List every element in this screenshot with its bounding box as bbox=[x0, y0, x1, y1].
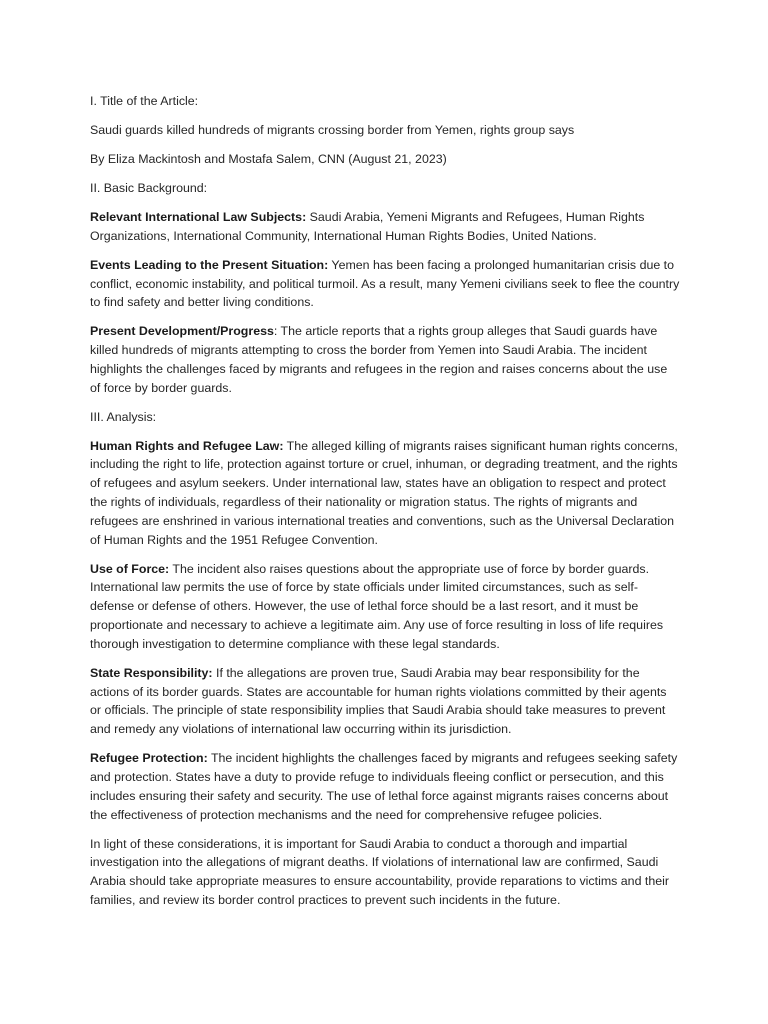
paragraph-heading: Present Development/Progress bbox=[90, 324, 274, 339]
paragraph-human-rights bbox=[90, 437, 680, 550]
paragraph-text: Saudi Arabia, Yemeni Migrants and Refugees, Human Rights Organizations, International Community, International Human Rights Bodies, United Nations. bbox=[90, 209, 645, 243]
paragraph-text: Yemen has been facing a prolonged humanitarian crisis due to conflict, economic instability, and political turmoil. As a result, many Yemeni civilians seek to flee the country to find safety and better living conditions. bbox=[90, 257, 680, 310]
paragraph-text: The alleged killing of migrants raises significant human rights concerns, including the right to life, protection against torture or cruel, inhuman, or degrading treatment, and the rights of refugees and asylum seekers. Under international law, states have an obligation to respect and protect the rights of individuals, regardless of their nationality or migration status. The rights of migrants and refugees are enshrined in various international treaties and conventions, such as the Universal Declaration of Human Rights and the 1951 Refugee Convention. bbox=[90, 438, 678, 547]
byline: By Eliza Mackintosh and Mostafa Salem, CNN (August 21, 2023) bbox=[90, 151, 447, 166]
paragraph-heading: Events Leading to the Present Situation: bbox=[90, 257, 329, 272]
paragraph-state-responsibility bbox=[90, 664, 680, 739]
article-title: Saudi guards killed hundreds of migrants crossing border from Yemen, rights group says bbox=[90, 122, 575, 137]
paragraph-text: If the allegations are proven true, Saudi Arabia may bear responsibility for the actions of its border guards. States are accountable for human rights violations committed by their agents or officials. The principle of state responsibility implies that Saudi Arabia should take measures to prevent and remedy any violations of international law occurring within its jurisdiction. bbox=[90, 665, 667, 737]
paragraph-heading: State Responsibility: bbox=[90, 665, 213, 680]
paragraph-heading: Use of Force: bbox=[90, 561, 170, 576]
paragraph-heading: Human Rights and Refugee Law: bbox=[90, 438, 284, 453]
document-page bbox=[90, 92, 680, 920]
paragraph-text: The incident highlights the challenges faced by migrants and refugees seeking safety and protection. States have a duty to provide refuge to individuals fleeing conflict or persecution, and this includes ensuring their safety and security. The use of lethal force against migrants raises concerns about the effectiveness of protection mechanisms and the need for comprehensive refugee policies. bbox=[90, 751, 678, 822]
paragraph-law-subjects bbox=[90, 208, 680, 246]
section-heading-analysis: III. Analysis: bbox=[90, 409, 157, 424]
paragraph-use-of-force bbox=[90, 560, 680, 654]
paragraph-events bbox=[90, 256, 680, 312]
section-heading-title: I. Title of the Article: bbox=[90, 94, 199, 108]
paragraph-present-development bbox=[90, 322, 680, 397]
paragraph-text: The incident also raises questions about the appropriate use of force by border guards. International law permits the use of force by state officials under limited circumstances, such as self-defense or defense of others. However, the use of lethal force should be a last resort, and it must be proportionate and necessary to achieve a legitimate aim. Any use of force resulting in loss of life requires thorough investigation to determine compliance with these legal standards. bbox=[90, 561, 664, 651]
paragraph-heading: Relevant International Law Subjects: bbox=[90, 209, 307, 224]
paragraph-conclusion: In light of these considerations, it is important for Saudi Arabia to conduct a thorough and impartial investigation into the allegations of migrant deaths. If violations of international law are confirmed, Saudi Arabia should take appropriate measures to ensure accountability, provide reparations to victims and their families, and review its border control practices to prevent such incidents in the future. bbox=[90, 836, 670, 907]
paragraph-refugee-protection bbox=[90, 749, 680, 824]
paragraph-text: : The article reports that a rights group alleges that Saudi guards have killed hundreds of migrants attempting to cross the border from Yemen into Saudi Arabia. The incident highlights the challenges faced by migrants and refugees in the region and raises concerns about the use of force by border guards. bbox=[90, 324, 668, 395]
paragraph-heading: Refugee Protection: bbox=[90, 751, 208, 766]
section-heading-background: II. Basic Background: bbox=[90, 180, 208, 195]
